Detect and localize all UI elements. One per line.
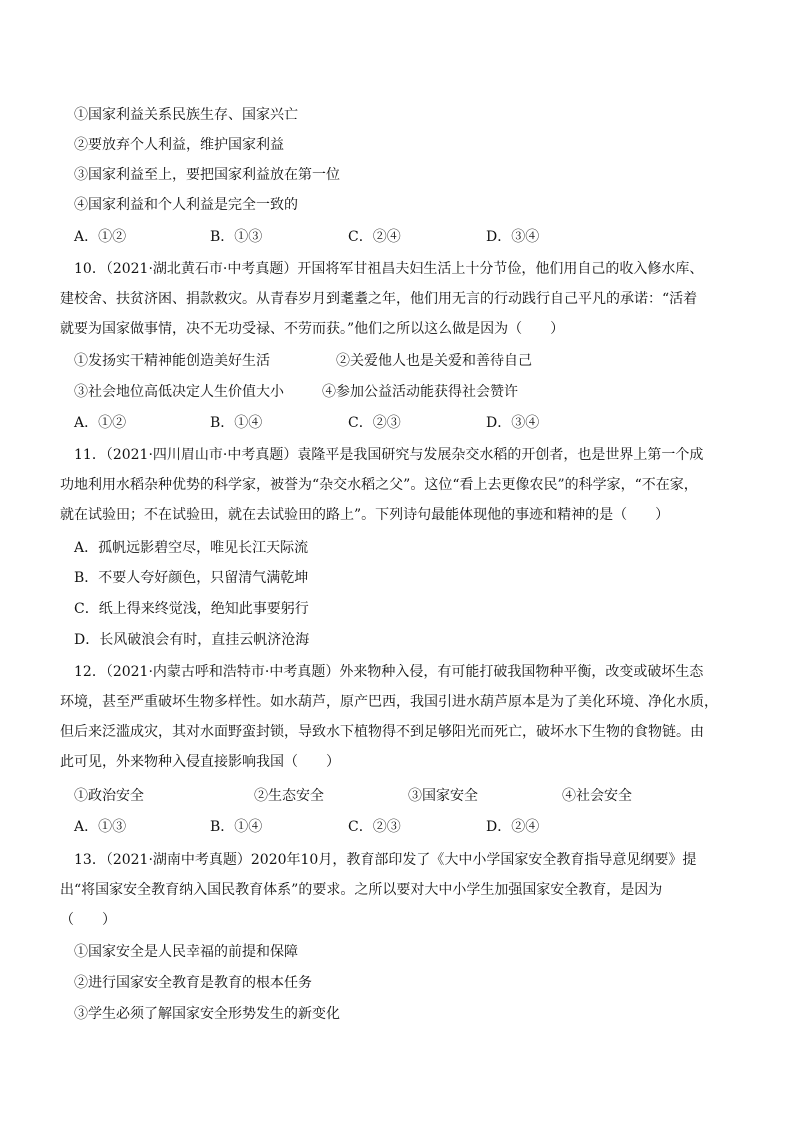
q10-stem-line-3: 就要为国家做事情，决不无功受禄、不劳而获。”他们之所以这么做是因为（ ）	[60, 321, 565, 337]
q11-option-b: B．不要人夸好颜色，只留清气满乾坤	[74, 570, 309, 586]
q13-stem-line-1: 13．（2021·湖南中考真题）2020年10月，教育部印发了《大中小学国家安全教育指导意见纲要》提	[74, 852, 697, 868]
q9-item-3: ③国家利益至上，要把国家利益放在第一位	[74, 167, 340, 183]
q9-option-b: B．①③	[210, 229, 263, 245]
q13-item-2: ②进行国家安全教育是教育的根本任务	[74, 975, 312, 991]
q10-items-row-1	[0, 351, 794, 371]
q10-item-1: ①发扬实干精神能创造美好生活	[74, 353, 270, 369]
q9-item-4: ④国家利益和个人利益是完全一致的	[74, 197, 298, 213]
q11-stem-line-3: 就在试验田；不在试验田，就在去试验田的路上”。下列诗句最能体现他的事迹和精神的是（ ）	[60, 507, 670, 523]
q12-option-d: D．②④	[486, 819, 540, 835]
q11-option-d: D．长风破浪会有时，直挂云帆济沧海	[74, 632, 310, 648]
q10-stem-line-1: 10．（2021·湖北黄石市·中考真题）开国将军甘祖昌夫妇生活上十分节俭，他们用自己的收入修水库、	[74, 261, 704, 277]
q9-option-c: C．②④	[348, 229, 401, 245]
q13-stem-line-2: 出“将国家安全教育纳入国民教育体系”的要求。之所以要对大中小学生加强国家安全教育，是因为	[60, 882, 663, 898]
q12-item-3: ③国家安全	[408, 788, 478, 804]
q10-stem-line-2: 建校舍、扶贫济困、捐款救灾。从青春岁月到耄耋之年，他们用无言的行动践行自己平凡的承诺：“活着	[60, 291, 698, 307]
q12-option-c: C．②③	[348, 819, 401, 835]
q11-stem-line-1: 11．（2021·四川眉山市·中考真题）袁隆平是我国研究与发展杂交水稻的开创者，也是世界上第一个成	[74, 447, 704, 463]
q9-item-2: ②要放弃个人利益，维护国家利益	[74, 137, 284, 153]
q9-item-1: ①国家利益关系民族生存、国家兴亡	[74, 107, 298, 123]
q12-option-a: A．①③	[74, 819, 127, 835]
q12-item-4: ④社会安全	[562, 788, 632, 804]
q10-item-3: ③社会地位高低决定人生价值大小	[74, 384, 284, 400]
q12-option-b: B．①④	[210, 819, 263, 835]
q9-options	[0, 227, 794, 247]
q13-stem-line-3: （ ）	[60, 912, 116, 928]
q13-item-3: ③学生必须了解国家安全形势发生的新变化	[74, 1006, 340, 1022]
q11-stem-line-2: 功地利用水稻杂种优势的科学家，被誉为“杂交水稻之父”。这位“看上去更像农民”的科学家，“不在家，	[60, 477, 698, 493]
q12-stem-line-1: 12．（2021·内蒙古呼和浩特市·中考真题）外来物种入侵，有可能打破我国物种平衡，改变或破坏生态	[74, 664, 704, 680]
q12-options	[0, 817, 794, 837]
q12-stem-line-2: 环境，甚至严重破坏生物多样性。如水葫芦，原产巴西，我国引进水葫芦原本是为了美化环境、净化水质，	[60, 694, 718, 710]
q9-option-d: D．③④	[486, 229, 540, 245]
q10-items-row-2	[0, 382, 794, 402]
q10-option-d: D．③④	[486, 415, 540, 431]
q10-option-b: B．①④	[210, 415, 263, 431]
q12-items	[0, 786, 794, 806]
q13-item-1: ①国家安全是人民幸福的前提和保障	[74, 944, 298, 960]
q10-options	[0, 413, 794, 433]
q10-option-a: A．①②	[74, 415, 127, 431]
q12-item-1: ①政治安全	[74, 788, 144, 804]
q9-option-a: A．①②	[74, 229, 127, 245]
q10-option-c: C．②③	[348, 415, 401, 431]
q12-stem-line-4: 此可见，外来物种入侵直接影响我国（ ）	[60, 754, 340, 770]
q11-option-a: A．孤帆远影碧空尽，唯见长江天际流	[74, 540, 309, 556]
q12-stem-line-3: 但后来泛滥成灾，其对水面野蛮封锁，导致水下植物得不到足够阳光而死亡，破坏水下生物的食物链。由	[60, 724, 704, 740]
q11-option-c: C．纸上得来终觉浅，绝知此事要躬行	[74, 601, 309, 617]
q10-item-4: ④参加公益活动能获得社会赞许	[322, 384, 518, 400]
q12-item-2: ②生态安全	[254, 788, 324, 804]
q10-item-2: ②关爱他人也是关爱和善待自己	[336, 353, 532, 369]
